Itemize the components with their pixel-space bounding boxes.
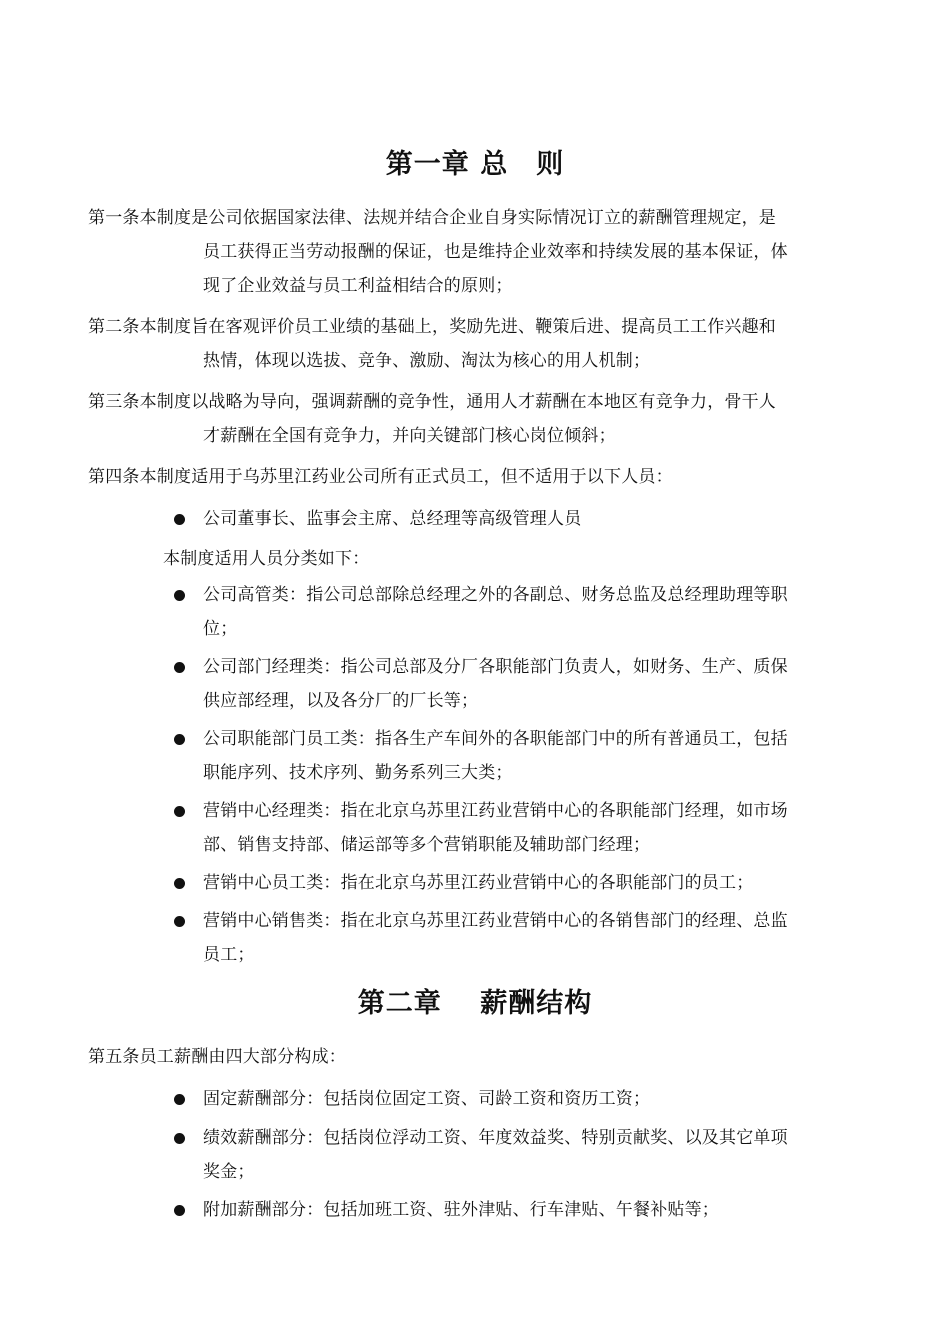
chapter-1-title: 第一章 总 则	[385, 149, 565, 180]
category-2-line-1: 公司部门经理类：指公司总部及分厂各职能部门负责人，如财务、生产、质保	[203, 657, 788, 677]
article-2-line-1: 第二条本制度旨在客观评价员工业绩的基础上，奖励先进、鞭策后进、提高员工工作兴趣和	[88, 317, 776, 337]
excluded-item: 公司董事长、监事会主席、总经理等高级管理人员	[203, 509, 582, 529]
article-4-text: 第四条本制度适用于乌苏里江药业公司所有正式员工，但不适用于以下人员：	[88, 467, 673, 487]
category-6-line-2: 员工；	[203, 945, 255, 965]
category-5-line-1: 营销中心员工类：指在北京乌苏里江药业营销中心的各职能部门的员工；	[203, 873, 754, 893]
bullet-icon	[174, 1133, 185, 1144]
bullet-icon	[174, 514, 185, 525]
chapter-2-title: 第二章 薪酬结构	[357, 988, 593, 1019]
category-2-line-2: 供应部经理，以及各分厂的厂长等；	[203, 691, 479, 711]
category-3-line-2: 职能序列、技术序列、勤务系列三大类；	[203, 763, 513, 783]
category-3-line-1: 公司职能部门员工类：指各生产车间外的各职能部门中的所有普通员工，包括	[203, 729, 788, 749]
part-3-line-1: 附加薪酬部分：包括加班工资、驻外津贴、行车津贴、午餐补贴等；	[203, 1200, 719, 1220]
part-2-line-1: 绩效薪酬部分：包括岗位浮动工资、年度效益奖、特别贡献奖、以及其它单项	[203, 1128, 788, 1148]
category-1-line-1: 公司高管类：指公司总部除总经理之外的各副总、财务总监及总经理助理等职	[203, 585, 788, 605]
article-1-line-2: 员工获得正当劳动报酬的保证，也是维持企业效率和持续发展的基本保证，体	[203, 242, 788, 262]
part-2-line-2: 奖金；	[203, 1162, 255, 1182]
category-4-line-1: 营销中心经理类：指在北京乌苏里江药业营销中心的各职能部门经理，如市场	[203, 801, 788, 821]
article-1-line-1: 第一条本制度是公司依据国家法律、法规并结合企业自身实际情况订立的薪酬管理规定，是	[88, 208, 776, 228]
article-1-line-3: 现了企业效益与员工利益相结合的原则；	[203, 276, 513, 296]
bullet-icon	[174, 916, 185, 927]
category-6-line-1: 营销中心销售类：指在北京乌苏里江药业营销中心的各销售部门的经理、总监	[203, 911, 788, 931]
article-5-text: 第五条员工薪酬由四大部分构成：	[88, 1047, 346, 1067]
article-2-line-2: 热情，体现以选拔、竞争、激励、淘汰为核心的用人机制；	[203, 351, 651, 371]
bullet-icon	[174, 734, 185, 745]
classification-intro: 本制度适用人员分类如下：	[163, 549, 370, 569]
bullet-icon	[174, 590, 185, 601]
bullet-icon	[174, 1094, 185, 1105]
category-4-line-2: 部、销售支持部、储运部等多个营销职能及辅助部门经理；	[203, 835, 651, 855]
bullet-icon	[174, 662, 185, 673]
article-3-line-1: 第三条本制度以战略为导向，强调薪酬的竞争性，通用人才薪酬在本地区有竞争力，骨干人	[88, 392, 776, 412]
bullet-icon	[174, 806, 185, 817]
part-1-line-1: 固定薪酬部分：包括岗位固定工资、司龄工资和资历工资；	[203, 1089, 651, 1109]
bullet-icon	[174, 1205, 185, 1216]
category-1-line-2: 位；	[203, 619, 238, 639]
bullet-icon	[174, 878, 185, 889]
article-3-line-2: 才薪酬在全国有竞争力，并向关键部门核心岗位倾斜；	[203, 426, 616, 446]
